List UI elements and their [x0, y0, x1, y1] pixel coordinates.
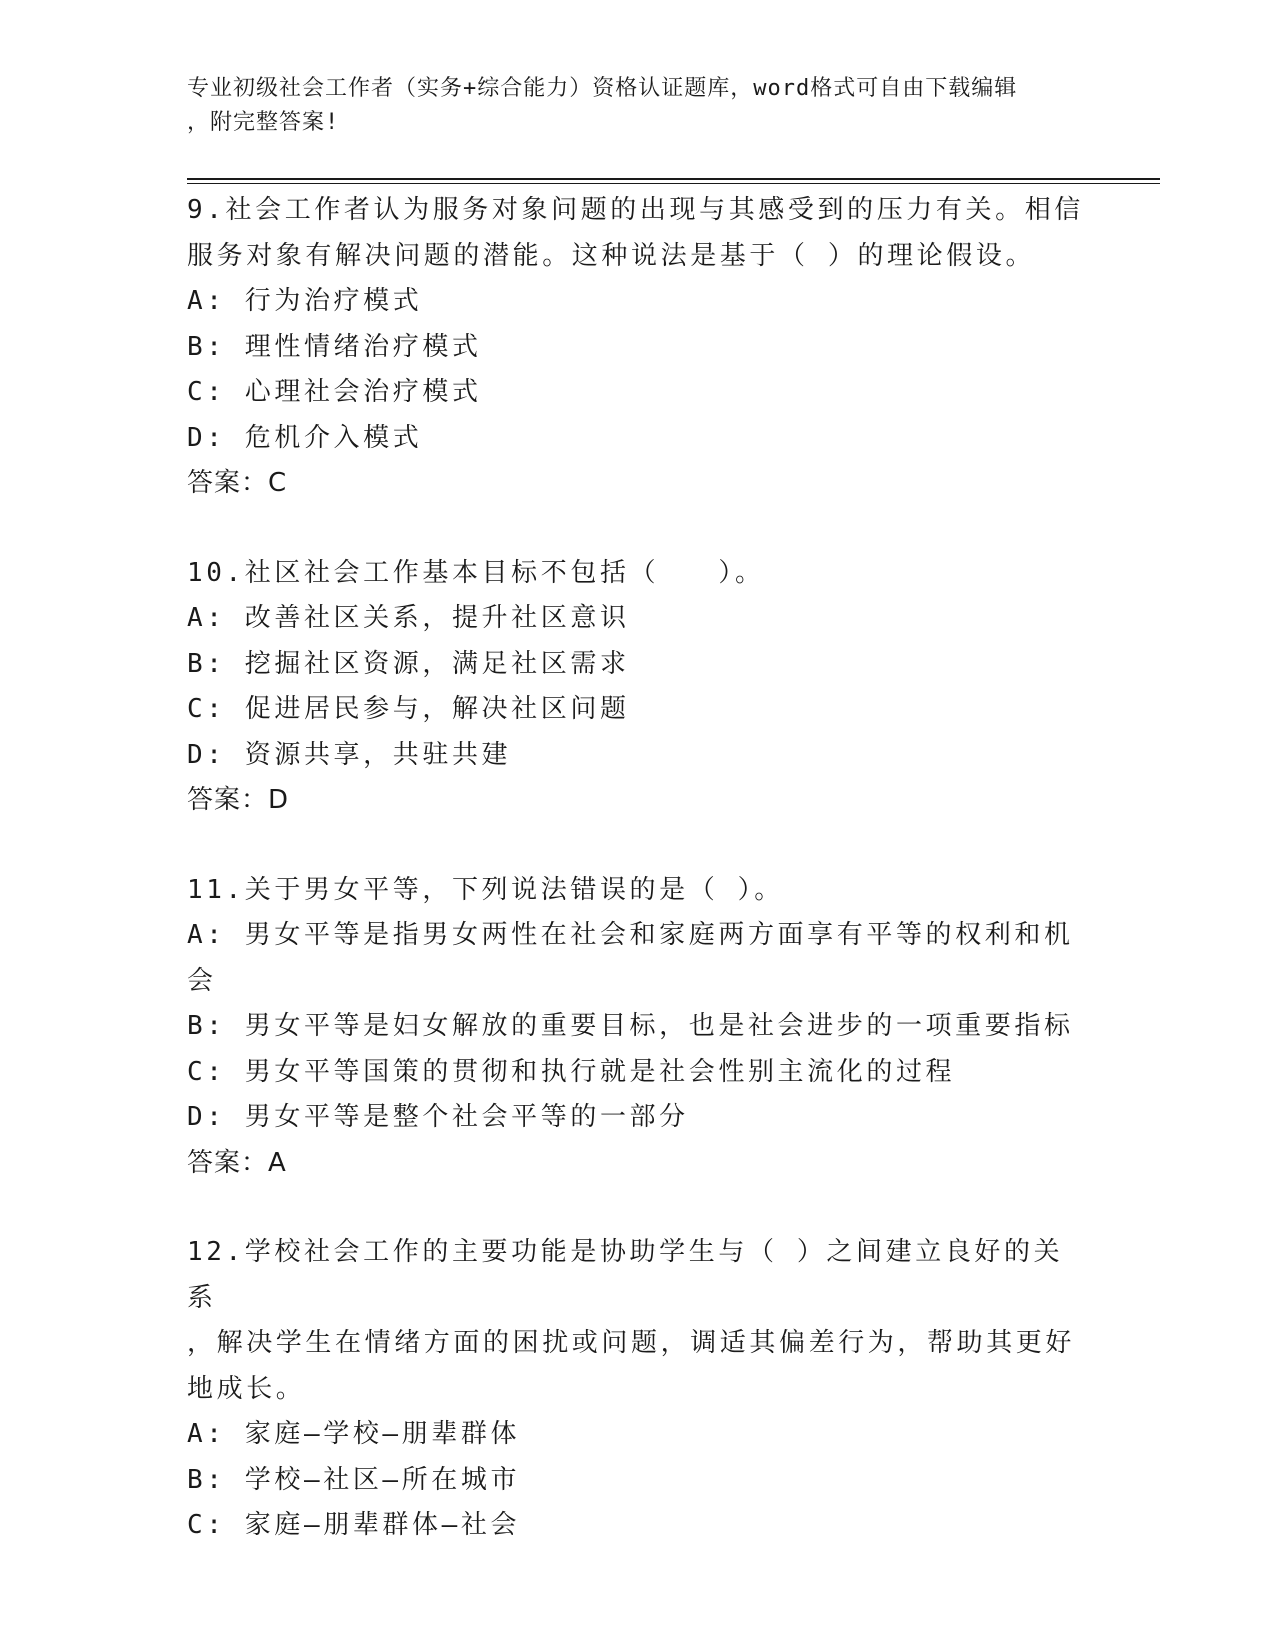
option-a: A: 改善社区关系，提升社区意识 — [187, 603, 630, 633]
option-b: B: 学校—社区—所在城市 — [187, 1464, 521, 1495]
header-line-1: 专业初级社会工作者（实务+综合能力）资格认证题库，word格式可自由下载编辑 — [187, 76, 1018, 101]
option-b: B: 挖掘社区资源，满足社区需求 — [187, 648, 630, 679]
question-stem-line: 地成长。 — [187, 1373, 306, 1404]
question-stem-line: 服务对象有解决问题的潜能。这种说法是基于（ ）的理论假设。 — [187, 240, 1036, 271]
question-9 — [187, 188, 1087, 507]
question-stem-line: 10.社区社会工作基本目标不包括（ ）。 — [187, 557, 765, 588]
question-list — [187, 188, 1087, 1549]
option-d: D: 危机介入模式 — [187, 422, 423, 453]
question-stem-line: 11.关于男女平等，下列说法错误的是（ ）。 — [187, 874, 784, 905]
option-b: B: 理性情绪治疗模式 — [187, 331, 482, 362]
header-divider-thin — [187, 183, 1160, 184]
option-c: C: 家庭—朋辈群体—社会 — [187, 1510, 521, 1540]
option-a: A: 行为治疗模式 — [187, 286, 423, 316]
answer-line: 答案：D — [187, 785, 290, 815]
header-line-2: ，附完整答案! — [187, 110, 340, 135]
answer-line: 答案：C — [187, 468, 288, 498]
option-c: C: 促进居民参与，解决社区问题 — [187, 694, 630, 724]
question-10 — [187, 551, 1087, 824]
question-stem-line: ，解决学生在情绪方面的困扰或问题，调适其偏差行为，帮助其更好 — [187, 1328, 1076, 1358]
option-c: C: 心理社会治疗模式 — [187, 377, 482, 407]
option-a: A: 男女平等是指男女两性在社会和家庭两方面享有平等的权利和机会 — [187, 920, 1074, 996]
question-12 — [187, 1230, 1087, 1549]
option-d: D: 资源共享，共驻共建 — [187, 739, 512, 770]
document-header — [187, 72, 1087, 140]
question-11 — [187, 868, 1087, 1187]
option-b: B: 男女平等是妇女解放的重要目标，也是社会进步的一项重要指标 — [187, 1011, 1074, 1041]
question-stem-line: 9.社会工作者认为服务对象问题的出现与其感受到的压力有关。相信 — [187, 195, 1084, 225]
option-a: A: 家庭—学校—朋辈群体 — [187, 1419, 521, 1449]
answer-line: 答案：A — [187, 1147, 287, 1178]
option-d: D: 男女平等是整个社会平等的一部分 — [187, 1102, 689, 1132]
question-stem-line: 12.学校社会工作的主要功能是协助学生与（ ）之间建立良好的关系 — [187, 1237, 1064, 1313]
option-c: C: 男女平等国策的贯彻和执行就是社会性别主流化的过程 — [187, 1056, 956, 1087]
header-divider-thick — [187, 178, 1160, 180]
